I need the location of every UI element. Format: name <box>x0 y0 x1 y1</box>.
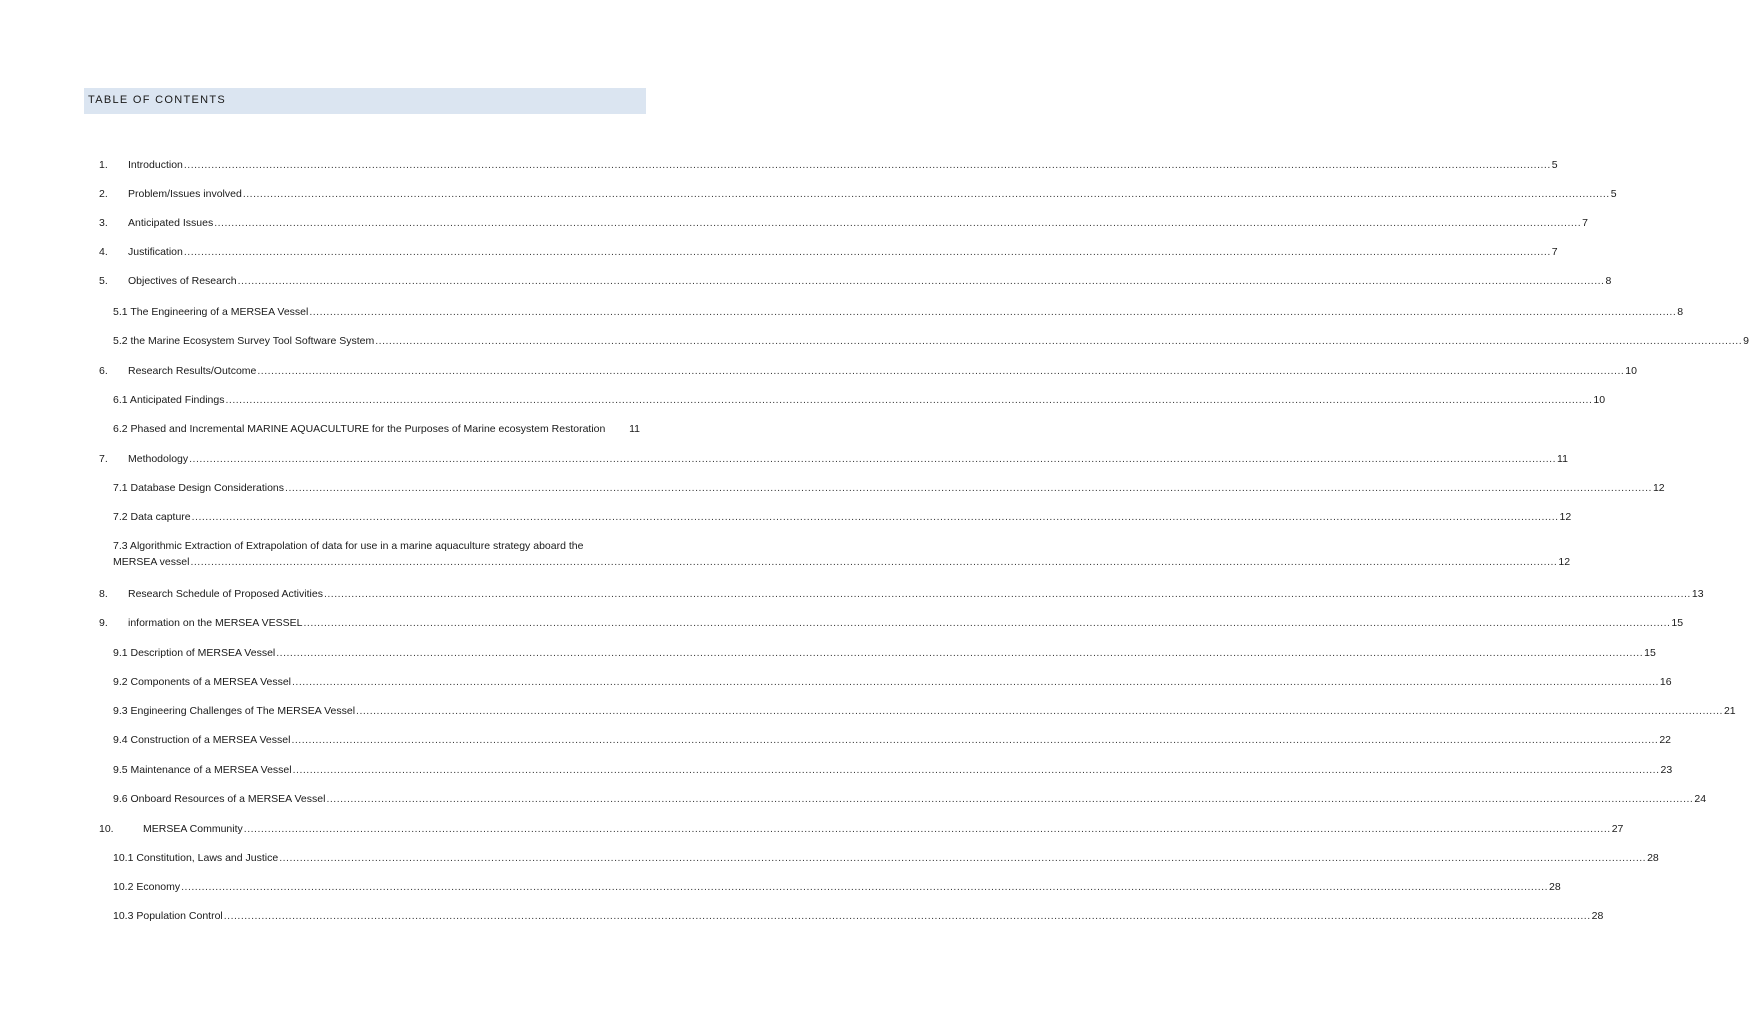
toc-entry-title: Research Results/Outcome <box>128 365 257 377</box>
toc-entry-page-number: 21 <box>1723 705 1736 717</box>
toc-dot-leader: ................................................................................................................................................................................................................................................................................................................................................................................................................ <box>223 910 1591 922</box>
toc-entry[interactable] <box>99 364 1637 378</box>
toc-entry[interactable] <box>113 909 1604 923</box>
toc-dot-leader: ................................................................................................................................................................................................................................................................................................................................................................................................................ <box>257 365 1625 377</box>
toc-entry-page-number: 7 <box>1551 246 1558 258</box>
toc-entry-page-number: 13 <box>1691 588 1704 600</box>
toc-entry-title: Objectives of Research <box>128 275 237 287</box>
toc-heading: TABLE OF CONTENTS <box>88 94 227 106</box>
toc-entry[interactable] <box>113 792 1707 806</box>
toc-entry-page-number: 28 <box>1647 852 1659 864</box>
toc-entry-page-number: 15 <box>1671 617 1684 629</box>
toc-entry-title: Anticipated Issues <box>128 217 214 229</box>
toc-entry-title: 7.1 Database Design Considerations <box>113 482 285 494</box>
toc-entry-title: 9.4 Construction of a MERSEA Vessel <box>113 734 291 746</box>
toc-entry-title: Justification <box>128 246 183 258</box>
toc-dot-leader: ................................................................................................................................................................................................................................................................................................................................................................................................................ <box>292 676 1659 688</box>
toc-entry-page-number: 28 <box>1591 910 1604 922</box>
toc-entry[interactable] <box>113 539 1571 569</box>
toc-dot-leader: ................................................................................................................................................................................................................................................................................................................................................................................................................ <box>285 482 1652 494</box>
toc-dot-leader: ................................................................................................................................................................................................................................................................................................................................................................................................................ <box>237 275 1605 287</box>
toc-entry[interactable] <box>113 510 1572 524</box>
toc-entry[interactable] <box>99 245 1558 259</box>
toc-entry-page-number: 5 <box>1610 188 1617 200</box>
toc-entry-number: 2. <box>99 188 108 200</box>
toc-entry[interactable] <box>113 334 1749 348</box>
toc-entry-number: 5. <box>99 275 108 287</box>
toc-entry[interactable] <box>113 675 1672 689</box>
toc-entry-page-number: 12 <box>1559 511 1572 523</box>
toc-entry-page-number: 5 <box>1551 159 1558 171</box>
toc-entry-page-number: 10 <box>1625 365 1637 377</box>
toc-entry[interactable] <box>113 880 1561 894</box>
toc-entry-page-number: 24 <box>1694 793 1707 805</box>
toc-dot-leader: ................................................................................................................................................................................................................................................................................................................................................................................................................ <box>375 335 1743 347</box>
toc-entry-title: 9.3 Engineering Challenges of The MERSEA Vessel <box>113 705 356 717</box>
toc-entry-title: 7.3 Algorithmic Extraction of Extrapolation of data for use in a marine aquaculture strategy aboard the <box>113 540 584 552</box>
toc-entry[interactable] <box>113 646 1656 660</box>
toc-dot-leader: ................................................................................................................................................................................................................................................................................................................................................................................................................ <box>276 647 1644 659</box>
toc-dot-leader: ................................................................................................................................................................................................................................................................................................................................................................................................................ <box>183 159 1551 171</box>
toc-dot-leader: ................................................................................................................................................................................................................................................................................................................................................................................................................ <box>181 881 1549 893</box>
toc-entry[interactable] <box>99 616 1684 630</box>
toc-entry-number: 7. <box>99 453 108 465</box>
toc-entry-title: Methodology <box>128 453 189 465</box>
toc-entry-title: 6.2 Phased and Incremental MARINE AQUACULTURE for the Purposes of Marine ecosystem Restoration <box>113 423 606 435</box>
toc-entry-page-number: 11 <box>629 423 640 435</box>
toc-entry-title: Research Schedule of Proposed Activities <box>128 588 323 600</box>
toc-entry[interactable] <box>99 587 1704 601</box>
toc-entry[interactable] <box>99 822 1624 836</box>
toc-entry[interactable] <box>113 481 1665 495</box>
toc-entry[interactable] <box>113 704 1736 718</box>
toc-entry-title: 9.6 Onboard Resources of a MERSEA Vessel <box>113 793 326 805</box>
toc-entry-page-number: 7 <box>1582 217 1588 229</box>
toc-entry-page-number: 8 <box>1605 275 1612 287</box>
toc-entry[interactable] <box>113 422 640 436</box>
toc-dot-leader: ................................................................................................................................................................................................................................................................................................................................................................................................................ <box>190 556 1558 568</box>
toc-dot-leader: ................................................................................................................................................................................................................................................................................................................................................................................................................ <box>242 188 1610 200</box>
toc-entry-number: 9. <box>99 617 108 629</box>
toc-dot-leader: ................................................................................................................................................................................................................................................................................................................................................................................................................ <box>291 734 1659 746</box>
toc-entry-page-number: 9 <box>1743 335 1749 347</box>
toc-entry-page-number: 8 <box>1677 306 1684 318</box>
toc-dot-leader: ................................................................................................................................................................................................................................................................................................................................................................................................................ <box>214 217 1582 229</box>
toc-entry-title-continued: MERSEA vessel <box>113 556 190 568</box>
toc-entry-title: information on the MERSEA VESSEL <box>128 617 303 629</box>
toc-dot-leader: ................................................................................................................................................................................................................................................................................................................................................................................................................ <box>309 306 1677 318</box>
toc-dot-leader: ................................................................................................................................................................................................................................................................................................................................................................................................................ <box>225 394 1593 406</box>
toc-entry[interactable] <box>99 187 1617 201</box>
toc-entry[interactable] <box>99 452 1568 466</box>
toc-entry-title: 7.2 Data capture <box>113 511 191 523</box>
toc-entry-number: 4. <box>99 246 108 258</box>
toc-entry-title: Problem/Issues involved <box>128 188 242 200</box>
toc-entry-title: 5.1 The Engineering of a MERSEA Vessel <box>113 306 309 318</box>
toc-entry-title: 9.1 Description of MERSEA Vessel <box>113 647 276 659</box>
toc-entry-title: 9.5 Maintenance of a MERSEA Vessel <box>113 764 292 776</box>
toc-entry-page-number: 10 <box>1593 394 1606 406</box>
toc-entry-title: 6.1 Anticipated Findings <box>113 394 225 406</box>
toc-dot-leader: ................................................................................................................................................................................................................................................................................................................................................................................................................ <box>326 793 1694 805</box>
toc-entry-number: 3. <box>99 217 108 229</box>
toc-entry-number: 8. <box>99 588 108 600</box>
toc-entry-title: Introduction <box>128 159 183 171</box>
toc-entry-title: 10.3 Population Control <box>113 910 223 922</box>
toc-entry-page-number: 23 <box>1660 764 1673 776</box>
toc-entry-page-number: 12 <box>1652 482 1665 494</box>
toc-entry[interactable] <box>113 763 1673 777</box>
toc-entry-page-number: 22 <box>1659 734 1672 746</box>
toc-entry-title: 9.2 Components of a MERSEA Vessel <box>113 676 292 688</box>
toc-entry[interactable] <box>113 393 1606 407</box>
toc-entry-number: 1. <box>99 159 108 171</box>
toc-entry[interactable] <box>113 851 1659 865</box>
toc-entry-page-number: 12 <box>1558 556 1571 568</box>
toc-dot-leader: ................................................................................................................................................................................................................................................................................................................................................................................................................ <box>323 588 1691 600</box>
toc-entry-page-number: 15 <box>1644 647 1656 659</box>
toc-entry-title: 5.2 the Marine Ecosystem Survey Tool Software System <box>113 335 375 347</box>
toc-entry[interactable] <box>99 216 1588 230</box>
toc-entry-page-number: 16 <box>1659 676 1672 688</box>
toc-entry-title: 10.1 Constitution, Laws and Justice <box>113 852 279 864</box>
toc-entry-number: 10. <box>99 823 114 835</box>
toc-entry-title: 10.2 Economy <box>113 881 181 893</box>
toc-entry-page-number: 28 <box>1549 881 1561 893</box>
toc-entry[interactable] <box>99 274 1612 288</box>
toc-entry[interactable] <box>113 305 1684 319</box>
toc-dot-leader: ................................................................................................................................................................................................................................................................................................................................................................................................................ <box>191 511 1559 523</box>
toc-entry-number: 6. <box>99 365 108 377</box>
toc-entry-page-number: 11 <box>1557 453 1568 465</box>
toc-entry[interactable] <box>113 733 1672 747</box>
toc-entry-title: MERSEA Community <box>143 823 243 835</box>
toc-dot-leader: ................................................................................................................................................................................................................................................................................................................................................................................................................ <box>356 705 1723 717</box>
toc-dot-leader: ................................................................................................................................................................................................................................................................................................................................................................................................................ <box>243 823 1611 835</box>
toc-dot-leader: ................................................................................................................................................................................................................................................................................................................................................................................................................ <box>292 764 1660 776</box>
toc-dot-leader: ................................................................................................................................................................................................................................................................................................................................................................................................................ <box>303 617 1671 629</box>
toc-dot-leader: ................................................................................................................................................................................................................................................................................................................................................................................................................ <box>189 453 1557 465</box>
toc-entry-page-number: 27 <box>1611 823 1624 835</box>
toc-dot-leader: ................................................................................................................................................................................................................................................................................................................................................................................................................ <box>183 246 1551 258</box>
toc-entry[interactable] <box>99 158 1558 172</box>
toc-dot-leader: ................................................................................................................................................................................................................................................................................................................................................................................................................ <box>279 852 1647 864</box>
